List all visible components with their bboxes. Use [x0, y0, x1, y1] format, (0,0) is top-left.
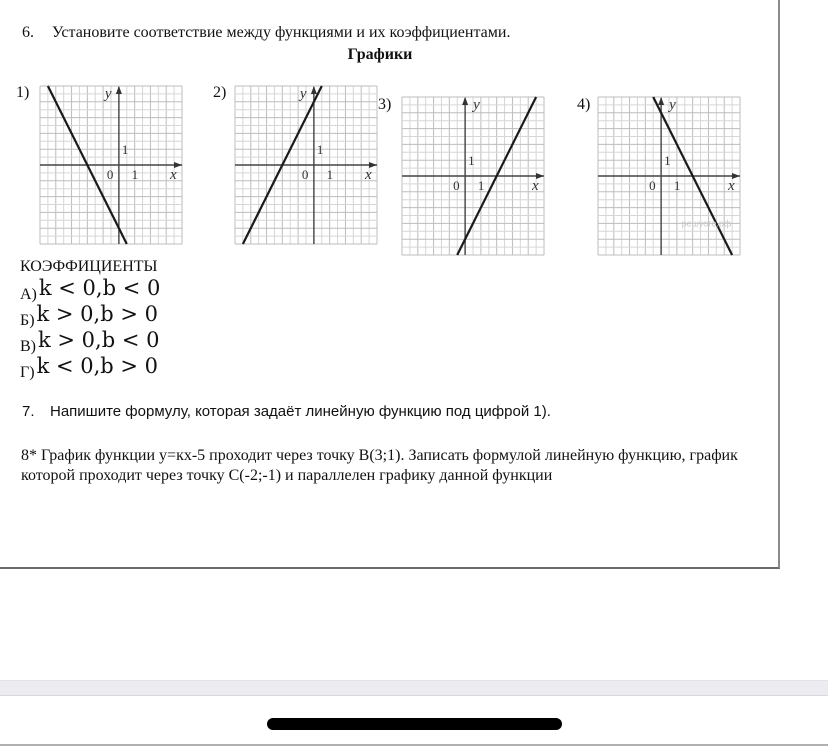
b-condition: b < 0 — [102, 276, 161, 300]
graph-3 — [400, 95, 546, 257]
origin-label: 0 — [106, 167, 114, 182]
y-unit-label: 1 — [664, 153, 671, 169]
y-axis-label: y — [104, 86, 112, 102]
option-expression — [37, 302, 158, 326]
question-6 — [22, 24, 510, 42]
watermark: решуоге.рф — [681, 218, 732, 229]
origin-label: 0 — [453, 178, 460, 193]
graph-2-label: 2) — [213, 84, 227, 101]
y-axis-label: y — [669, 97, 676, 113]
y-axis-label: y — [299, 86, 307, 102]
coefficient-option-b — [20, 302, 158, 330]
coefficient-option-a — [20, 276, 161, 304]
toolbar-divider — [0, 680, 828, 696]
y-axis-arrow-icon — [658, 97, 664, 105]
k-condition: k > 0, — [36, 302, 101, 326]
y-axis-label: y — [473, 97, 480, 113]
x-axis-label: x — [365, 167, 372, 183]
option-expression — [37, 354, 158, 378]
x-unit-label: 1 — [326, 167, 334, 182]
question-8: 8* График функции y=кх-5 проходит через точку В(3;1). Записать формулой линейную функцию, график которой проходит через точку С(-2;-1) и параллелен графику данной функции — [21, 447, 738, 484]
home-indicator[interactable] — [267, 718, 562, 730]
graph-4 — [596, 95, 742, 257]
graphs-title: Графики — [347, 46, 413, 63]
graph-1 — [38, 84, 184, 246]
graph-3-label: 3) — [378, 96, 392, 113]
option-letter: В) — [20, 338, 36, 355]
origin-label: 0 — [649, 178, 656, 193]
y-axis-arrow-icon — [462, 97, 468, 105]
coefficient-option-g — [20, 354, 159, 382]
x-axis-label: x — [170, 167, 177, 183]
y-axis-arrow-icon — [311, 86, 317, 94]
y-unit-label: 1 — [121, 142, 129, 158]
question-7-text: Напишите формулу, которая задаёт линейную функцию под цифрой 1). — [50, 403, 551, 420]
graph-1-label: 1) — [16, 84, 30, 101]
question-6-number: 6. — [22, 24, 34, 41]
option-letter: Б) — [20, 312, 35, 329]
option-expression — [38, 328, 159, 352]
graph-2 — [233, 84, 379, 246]
option-letter: Г) — [20, 364, 35, 381]
y-unit-label: 1 — [316, 142, 324, 158]
origin-label: 0 — [301, 167, 309, 182]
coefficient-option-v — [20, 328, 160, 356]
b-condition: b > 0 — [100, 302, 158, 326]
question-6-text: Установите соответствие между функциями и их коэффициентами. — [52, 24, 511, 41]
b-condition: b < 0 — [101, 328, 160, 352]
x-unit-label: 1 — [477, 178, 485, 193]
x-axis-label: x — [728, 178, 735, 194]
k-condition: k < 0, — [36, 354, 101, 378]
y-axis-arrow-icon — [116, 86, 122, 94]
x-axis-label: x — [532, 178, 539, 194]
option-expression — [39, 276, 160, 300]
graph-4-label: 4) — [577, 96, 591, 113]
option-letter: А) — [20, 286, 37, 303]
x-unit-label: 1 — [673, 178, 681, 193]
question-7 — [22, 403, 551, 420]
y-unit-label: 1 — [468, 153, 475, 169]
k-condition: k < 0, — [38, 276, 103, 300]
b-condition: b > 0 — [100, 354, 159, 378]
x-unit-label: 1 — [131, 167, 139, 182]
question-7-number: 7. — [22, 403, 35, 420]
k-condition: k > 0, — [38, 328, 102, 352]
coefficients-title: КОЭФФИЦИЕНТЫ — [20, 258, 158, 275]
